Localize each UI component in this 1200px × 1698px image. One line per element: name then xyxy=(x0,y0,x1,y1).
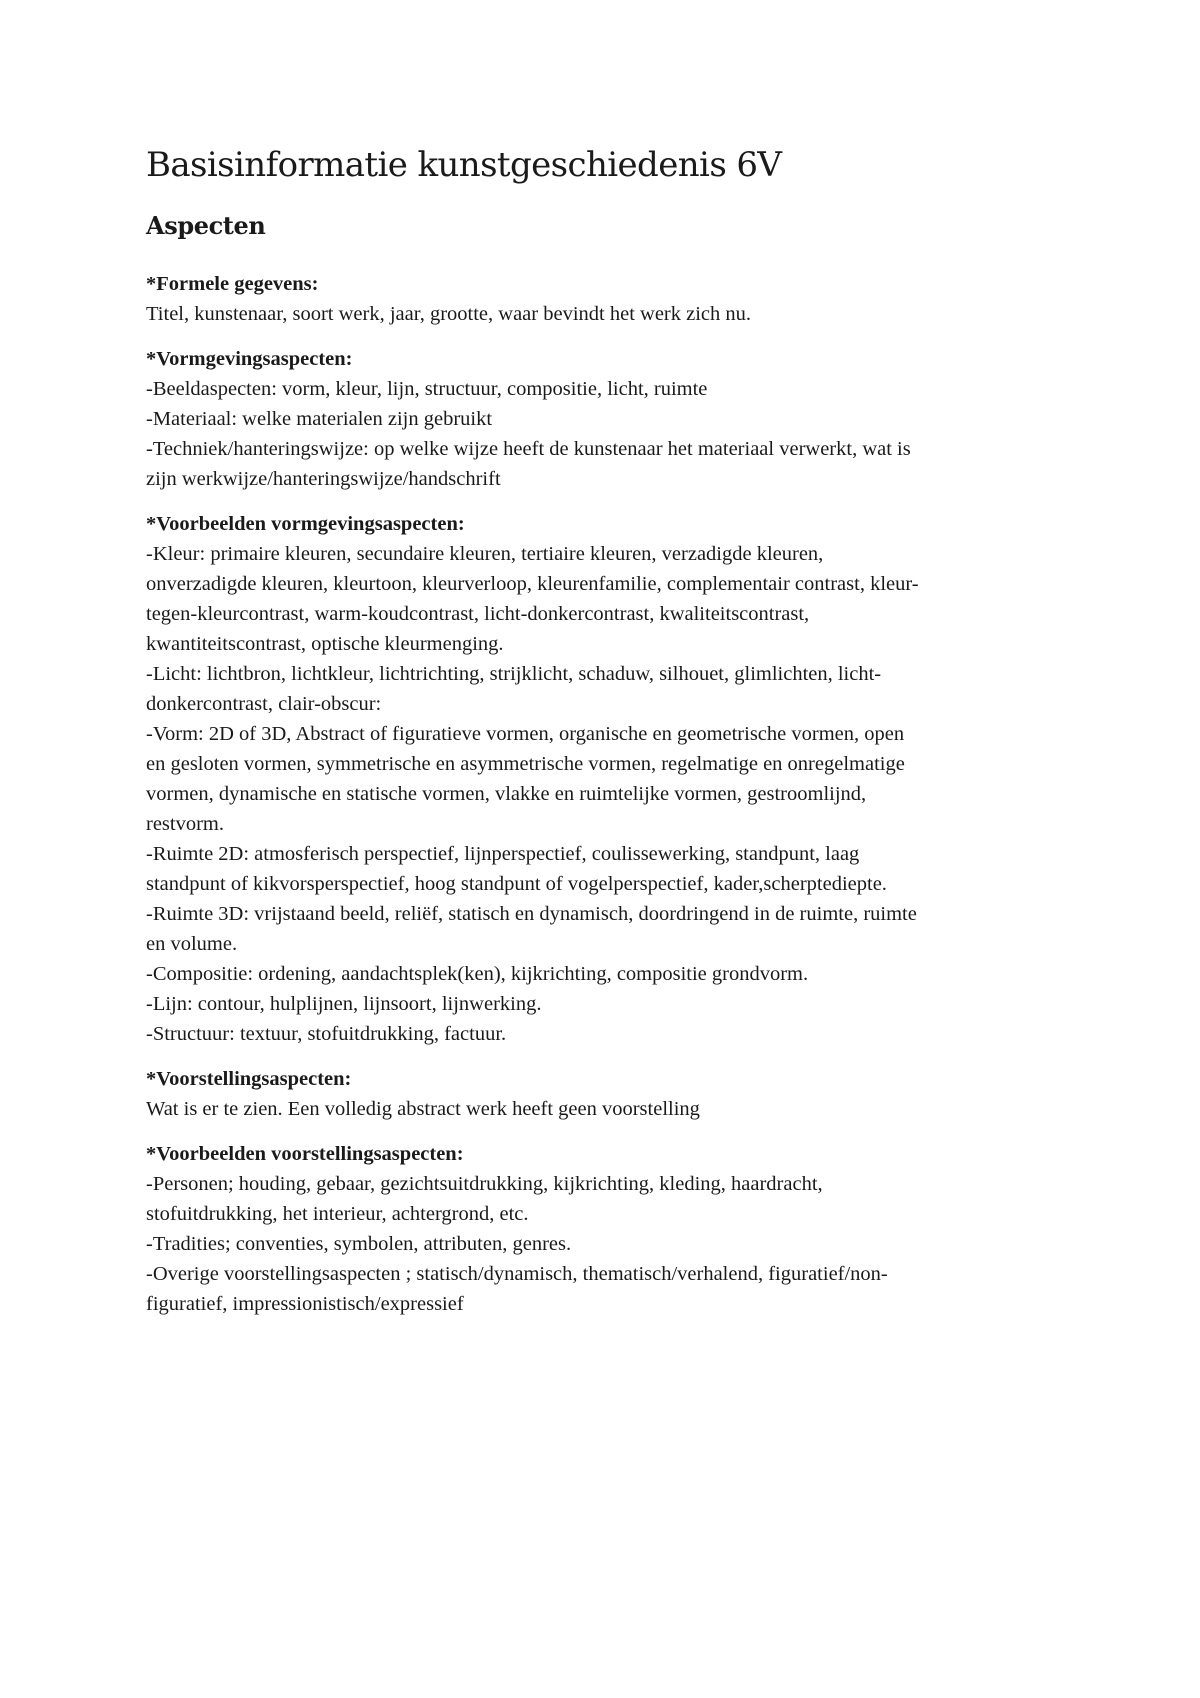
body-line: Wat is er te zien. Een volledig abstract werk heeft geen voorstelling xyxy=(146,1098,700,1120)
document-title: Basisinformatie kunstgeschiedenis 6V xyxy=(146,145,782,185)
block-heading: *Voorstellingsaspecten: xyxy=(146,1068,352,1090)
body-line: -Compositie: ordening, aandachtsplek(ken), kijkrichting, compositie grondvorm. xyxy=(146,963,809,985)
body-line: -Lijn: contour, hulplijnen, lijnsoort, lijnwerking. xyxy=(146,993,542,1015)
body-line: -Licht: lichtbron, lichtkleur, lichtrichting, strijklicht, schaduw, silhouet, glimlichten, licht- xyxy=(146,663,882,685)
body-line: donkercontrast, clair-obscur: xyxy=(146,693,382,715)
body-line: -Tradities; conventies, symbolen, attributen, genres. xyxy=(146,1233,572,1255)
body-line: vormen, dynamische en statische vormen, vlakke en ruimtelijke vormen, gestroomlijnd, xyxy=(146,783,867,805)
content-block xyxy=(146,1139,1086,1319)
body-line: -Vorm: 2D of 3D, Abstract of figuratieve vormen, organische en geometrische vormen, open xyxy=(146,723,905,745)
body-line: -Ruimte 2D: atmosferisch perspectief, lijnperspectief, coulissewerking, standpunt, laag xyxy=(146,843,860,865)
body-line: -Ruimte 3D: vrijstaand beeld, reliëf, statisch en dynamisch, doordringend in de ruimte, ruimte xyxy=(146,903,917,925)
body-line: kwantiteitscontrast, optische kleurmenging. xyxy=(146,633,504,655)
body-line: onverzadigde kleuren, kleurtoon, kleurverloop, kleurenfamilie, complementair contrast, kleur- xyxy=(146,573,919,595)
body-line: -Materiaal: welke materialen zijn gebruikt xyxy=(146,408,493,430)
body-line: figuratief, impressionistisch/expressief xyxy=(146,1293,464,1315)
body-line: stofuitdrukking, het interieur, achtergrond, etc. xyxy=(146,1203,529,1225)
body-line: -Personen; houding, gebaar, gezichtsuitdrukking, kijkrichting, kleding, haardracht, xyxy=(146,1173,823,1195)
block-heading: *Voorbeelden vormgevingsaspecten: xyxy=(146,513,465,535)
body-line: -Kleur: primaire kleuren, secundaire kleuren, tertiaire kleuren, verzadigde kleuren, xyxy=(146,543,824,565)
body-line: -Techniek/hanteringswijze: op welke wijze heeft de kunstenaar het materiaal verwerkt, wat is xyxy=(146,438,911,460)
body-line: en volume. xyxy=(146,933,238,955)
content-block xyxy=(146,1064,1086,1124)
body-line: restvorm. xyxy=(146,813,224,835)
block-heading: *Vormgevingsaspecten: xyxy=(146,348,353,370)
body-line: Titel, kunstenaar, soort werk, jaar, grootte, waar bevindt het werk zich nu. xyxy=(146,303,752,325)
content-block xyxy=(146,344,1086,494)
body-line: -Structuur: textuur, stofuitdrukking, factuur. xyxy=(146,1023,507,1045)
document-body xyxy=(146,269,1086,1334)
block-heading: *Formele gegevens: xyxy=(146,273,319,295)
section-heading: Aspecten xyxy=(146,211,266,240)
content-block xyxy=(146,509,1086,1049)
body-line: -Overige voorstellingsaspecten ; statisch/dynamisch, thematisch/verhalend, figuratief/non- xyxy=(146,1263,888,1285)
body-line: -Beeldaspecten: vorm, kleur, lijn, structuur, compositie, licht, ruimte xyxy=(146,378,708,400)
body-line: en gesloten vormen, symmetrische en asymmetrische vormen, regelmatige en onregelmatige xyxy=(146,753,905,775)
body-line: standpunt of kikvorsperspectief, hoog standpunt of vogelperspectief, kader,scherptediepte. xyxy=(146,873,887,895)
body-line: tegen-kleurcontrast, warm-koudcontrast, licht-donkercontrast, kwaliteitscontrast, xyxy=(146,603,810,625)
content-block xyxy=(146,269,1086,329)
block-heading: *Voorbeelden voorstellingsaspecten: xyxy=(146,1143,464,1165)
body-line: zijn werkwijze/hanteringswijze/handschrift xyxy=(146,468,501,490)
